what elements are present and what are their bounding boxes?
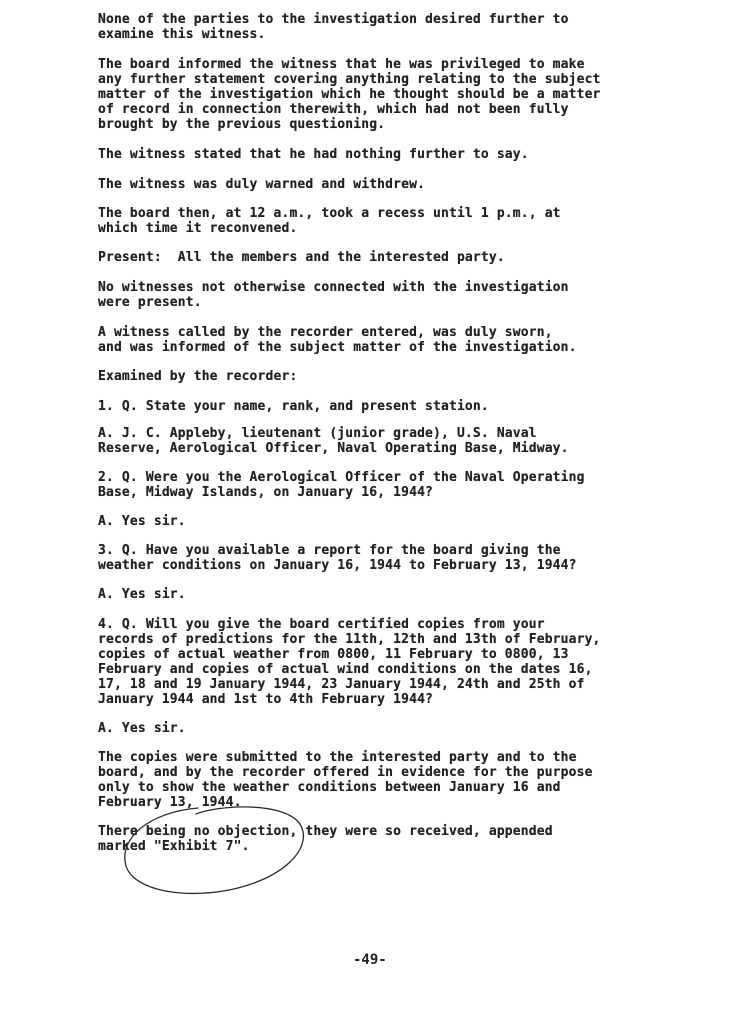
- paragraph-nothing-further: The witness stated that he had nothing further to say.: [98, 147, 529, 162]
- paragraph-board-informed-witness: The board informed the witness that he was privileged to make any further statement covering anything relating to the subject matter of the investigation which he thought should be a matter of record in connection therewith, which had not been fully brought by the previous questioning.: [98, 57, 601, 132]
- paragraph-exhibit-received: There being no objection, they were so received, appended marked "Exhibit 7".: [98, 824, 553, 854]
- paragraph-witness-sworn: A witness called by the recorder entered, was duly sworn, and was informed of the subject matter of the investigation.: [98, 325, 577, 355]
- paragraph-copies-submitted: The copies were submitted to the interested party and to the board, and by the recorder offered in evidence for the purpose only to show the weather conditions between January 16 and February 13, 1944.: [98, 750, 593, 810]
- paragraph-recess: The board then, at 12 a.m., took a recess until 1 p.m., at which time it reconvened.: [98, 206, 561, 236]
- paragraph-no-further-examination: None of the parties to the investigation desired further to examine this witness.: [98, 12, 569, 42]
- answer-1: A. J. C. Appleby, lieutenant (junior grade), U.S. Naval Reserve, Aerological Officer, Naval Operating Base, Midway.: [98, 426, 569, 456]
- paragraph-present: Present: All the members and the interested party.: [98, 250, 505, 265]
- question-2: 2. Q. Were you the Aerological Officer of the Naval Operating Base, Midway Islands, on January 16, 1944?: [98, 470, 585, 500]
- paragraph-witness-withdrew: The witness was duly warned and withdrew.: [98, 177, 426, 192]
- answer-4: A. Yes sir.: [98, 721, 186, 736]
- question-4: 4. Q. Will you give the board certified copies from your records of predictions for the 11th, 12th and 13th of February, copies of actual weather from 0800, 11 February to 0800, 13 February and copies of actual wind conditions on the dates 16, 17, 18 and 19 January 1944, 23 January 1944, 24th and 25th of January 1944 and 1st to 4th February 1944?: [98, 617, 601, 707]
- question-3: 3. Q. Have you available a report for the board giving the weather conditions on January 16, 1944 to February 13, 1944?: [98, 543, 577, 573]
- answer-2: A. Yes sir.: [98, 514, 186, 529]
- answer-3: A. Yes sir.: [98, 587, 186, 602]
- question-1: 1. Q. State your name, rank, and present station.: [98, 399, 489, 414]
- page-number: -49-: [353, 952, 387, 968]
- paragraph-no-witnesses: No witnesses not otherwise connected with the investigation were present.: [98, 280, 569, 310]
- paragraph-examined-by-recorder: Examined by the recorder:: [98, 369, 298, 384]
